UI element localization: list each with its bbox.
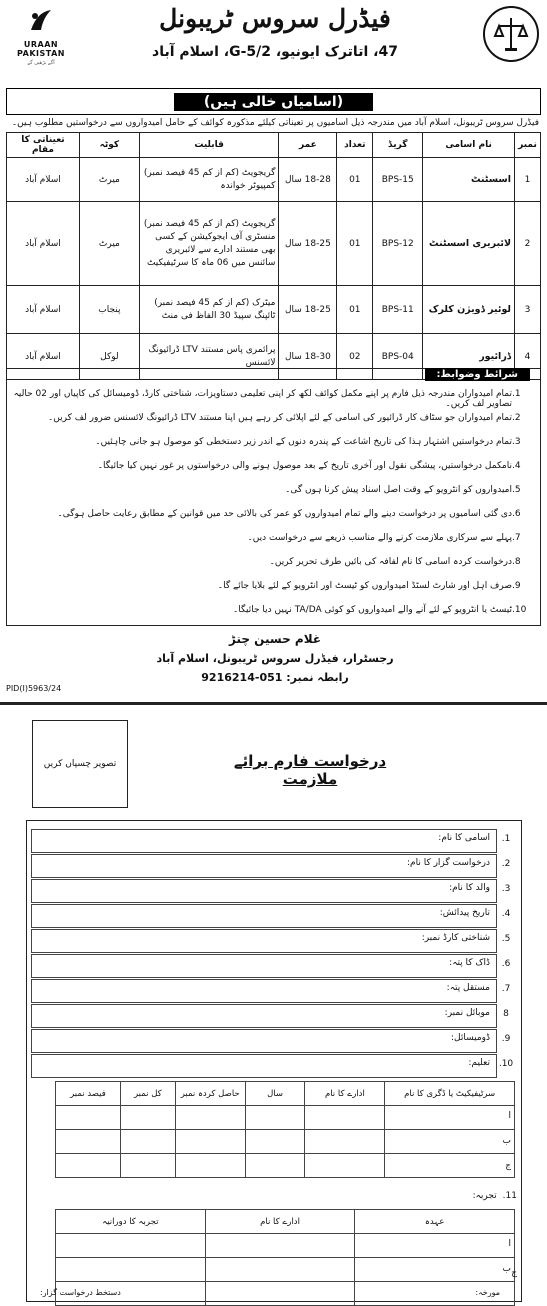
edu-header: حاصل کردہ نمبر [175, 1082, 245, 1106]
cond-number: 8. [512, 557, 521, 567]
exp-header: ادارے کا نام [205, 1210, 355, 1234]
col-header: نام اسامی [423, 133, 515, 158]
row-letter: ج [505, 1161, 511, 1171]
form-field [31, 879, 515, 903]
field-label: درخواست گزار کا نام: [31, 854, 497, 878]
cond-text: دی گئی اسامیوں پر درخواست دینے والے تمام امیدواروں کو عمر کی بالائی حد میں قوانین کے مطابق رعایت حاصل ہوگی۔ [57, 509, 512, 519]
tribunal-emblem-icon [483, 6, 539, 62]
cond-text: ٹیسٹ یا انٹرویو کے لئے آنے والے امیدواروں کو کوئی TA/DA نہیں دیا جائیگا۔ [233, 605, 512, 615]
col-header: کوٹہ [79, 133, 139, 158]
edu-cell[interactable] [120, 1154, 175, 1178]
job-age: 18-25 سال [279, 202, 337, 286]
cond-number: 1. [512, 389, 521, 399]
edu-header: فیصد نمبر [56, 1082, 121, 1106]
row-letter: ج [511, 1268, 517, 1278]
applicant-signature-label: دستخط درخواست گزار: [40, 1288, 121, 1297]
list-item [9, 557, 534, 567]
registrar-name: غلام حسین چنڑ [228, 632, 322, 646]
job-age: 18-28 سال [279, 158, 337, 202]
field-label: تعلیم: [31, 1054, 497, 1078]
job-count: 01 [337, 286, 373, 334]
edu-cell[interactable] [385, 1106, 515, 1130]
row-letter: ب [502, 1136, 511, 1146]
org-address: 47، اتاترک ایونیو، G-5/2، اسلام آباد [152, 44, 398, 60]
field-number: 8 [503, 1009, 509, 1019]
intro-text: فیڈرل سروس ٹریبونل، اسلام آباد میں مندرجہ ذیل اسامیوں پر تعیناتی کیلئے مذکورہ کوائف کے حامل امیدواروں سے درخواستیں مطلوب ہیں۔ [11, 118, 539, 128]
field-number: 6. [501, 959, 511, 969]
job-no: 4 [515, 334, 541, 380]
job-qual: گریجویٹ (کم از کم 45 فیصد نمبر) منسٹری آف ایجوکیشن کے کسی بھی مستند ادارے سے لائبریری سائنس میں 06 ماہ کا سرٹیفیکیٹ [139, 202, 279, 286]
edu-cell[interactable] [56, 1106, 121, 1130]
job-name: لائبریری اسسٹنٹ [423, 202, 515, 286]
cond-text: نامکمل درخواستیں، پیشگی نقول اور آخری تاریخ کے بعد موصول ہونے والی درخواستوں پر غور نہیں کیا جائیگا۔ [97, 461, 512, 471]
cond-number: 5. [512, 485, 521, 495]
header [0, 0, 547, 92]
edu-cell[interactable] [245, 1106, 305, 1130]
cond-text: تمام امیدواران مندرجہ ذیل فارم پر اپنے مکمل کوائف لکھ کر اپنی تعلیمی دستاویزات، شناختی کارڈ، ڈومیسائل کی کاپیاں اور 02 حالیہ تصاویر لف کریں۔ [13, 389, 512, 409]
col-header: گریڈ [373, 133, 423, 158]
job-count: 01 [337, 202, 373, 286]
edu-cell[interactable] [56, 1130, 121, 1154]
field-number: 2. [501, 859, 511, 869]
edu-cell[interactable] [385, 1154, 515, 1178]
list-item [9, 413, 534, 423]
cond-number: 10. [512, 605, 527, 615]
field-label: ڈومیسائل: [31, 1029, 497, 1053]
job-no: 3 [515, 286, 541, 334]
edu-cell[interactable] [245, 1130, 305, 1154]
exp-cell[interactable] [355, 1258, 515, 1282]
jobs-header-row [7, 133, 541, 158]
table-row [56, 1106, 515, 1130]
job-quota: میرٹ [79, 158, 139, 202]
exp-cell[interactable] [56, 1258, 206, 1282]
job-no: 2 [515, 202, 541, 286]
edu-cell[interactable] [245, 1154, 305, 1178]
exp-header: عہدہ [355, 1210, 515, 1234]
job-count: 02 [337, 334, 373, 380]
cond-number: 7. [512, 533, 521, 543]
edu-cell[interactable] [385, 1130, 515, 1154]
conditions-title: شرائط وضوابط: [425, 368, 530, 381]
table-row [56, 1154, 515, 1178]
form-field [31, 1054, 515, 1078]
job-age: 18-25 سال [279, 286, 337, 334]
job-age: 18-30 سال [279, 334, 337, 380]
application-form [26, 820, 522, 1302]
job-name: اسسٹنٹ [423, 158, 515, 202]
exp-cell[interactable] [205, 1234, 355, 1258]
uraan-pakistan-logo [6, 8, 76, 66]
job-grade: BPS-12 [373, 202, 423, 286]
field-label: موبائل نمبر: [31, 1004, 497, 1028]
cond-text: پہلے سے سرکاری ملازمت کرنے والے مناسب ذریعے سے درخواست دیں۔ [247, 533, 512, 543]
registrar-designation: رجسٹرار، فیڈرل سروس ٹریبونل، اسلام آباد [156, 652, 394, 665]
job-grade: BPS-04 [373, 334, 423, 380]
exp-header-row [56, 1210, 515, 1234]
cond-number: 6. [512, 509, 521, 519]
job-name: ڈرائیور [423, 334, 515, 380]
form-field [31, 954, 515, 978]
job-place: اسلام آباد [7, 334, 80, 380]
job-quota: لوکل [79, 334, 139, 380]
pid-number: PID(I)5963/24 [6, 684, 62, 693]
signature-block [120, 632, 430, 684]
col-header: عمر [279, 133, 337, 158]
cond-text: تمام امیدواران جو سٹاف کار ڈرائیور کی اسامی کے لئے اپلائی کر رہے ہیں اپنا مستند LTV ڈرائیونگ لائسنس ضرور لف کریں۔ [48, 413, 512, 423]
edu-header: سال [245, 1082, 305, 1106]
form-field [31, 929, 515, 953]
cond-number: 9. [512, 581, 521, 591]
form-field [31, 904, 515, 928]
jobs-table [6, 132, 541, 380]
edu-cell[interactable] [56, 1154, 121, 1178]
job-qual: پرائمری پاس مستند LTV ڈرائیونگ لائسنس [139, 334, 279, 380]
table-row [7, 202, 541, 286]
edu-cell[interactable] [120, 1130, 175, 1154]
vacancies-banner [6, 88, 541, 115]
field-label: اسامی کا نام: [31, 829, 497, 853]
job-no: 1 [515, 158, 541, 202]
job-place: اسلام آباد [7, 202, 80, 286]
form-field [31, 829, 515, 853]
job-qual: میٹرک (کم از کم 45 فیصد نمبر) ٹائپنگ سپیڈ 30 الفاظ فی منٹ [139, 286, 279, 334]
field-number: 7. [501, 984, 511, 994]
edu-header: کل نمبر [120, 1082, 175, 1106]
list-item [9, 533, 534, 543]
list-item [9, 389, 534, 409]
edu-cell[interactable] [175, 1130, 245, 1154]
field-number: 10. [498, 1059, 514, 1069]
cond-text: صرف اہل اور شارٹ لسٹڈ امیدواروں کو ٹیسٹ اور انٹرویو کے لئے بلایا جائے گا۔ [217, 581, 512, 591]
col-header: تعداد [337, 133, 373, 158]
edu-cell[interactable] [305, 1154, 385, 1178]
col-header: تعیناتی کا مقام [7, 133, 80, 158]
table-row [7, 158, 541, 202]
list-item [9, 461, 534, 471]
edu-cell[interactable] [305, 1106, 385, 1130]
edu-cell[interactable] [305, 1130, 385, 1154]
job-quota: میرٹ [79, 202, 139, 286]
list-item [9, 509, 534, 519]
field-number: 9. [501, 1034, 511, 1044]
job-place: اسلام آباد [7, 286, 80, 334]
col-header: قابلیت [139, 133, 279, 158]
exp-label: تجربہ: [472, 1191, 497, 1201]
field-label: شناختی کارڈ نمبر: [31, 929, 497, 953]
cond-number: 2. [512, 413, 521, 423]
edu-cell[interactable] [120, 1106, 175, 1130]
field-number: 5. [501, 934, 511, 944]
field-number: 1. [501, 834, 511, 844]
list-item [9, 437, 534, 447]
edu-header: ادارے کا نام [305, 1082, 385, 1106]
field-label: والد کا نام: [31, 879, 497, 903]
table-row [56, 1234, 515, 1258]
field-number: 4. [501, 909, 511, 919]
form-field [31, 1029, 515, 1053]
cond-text: درخواست کردہ اسامی کا نام لفافہ کی بائیں طرف تحریر کریں۔ [269, 557, 512, 567]
job-qual: گریجویٹ (کم از کم 45 فیصد نمبر) کمپیوٹر خواندہ [139, 158, 279, 202]
form-field [31, 979, 515, 1003]
photo-box [32, 720, 128, 808]
job-grade: BPS-15 [373, 158, 423, 202]
form-title: درخواست فارم برائے ملازمت [233, 752, 387, 788]
table-row [7, 286, 541, 334]
banner-text: (اسامیاں خالی ہیں) [174, 93, 373, 111]
edu-cell[interactable] [175, 1154, 245, 1178]
job-quota: پنجاب [79, 286, 139, 334]
list-item [9, 581, 534, 591]
form-field [31, 1004, 515, 1028]
uraan-logo-text: URAAN PAKISTAN [17, 40, 65, 58]
cond-number: 3. [512, 437, 521, 447]
col-header: نمبر [515, 133, 541, 158]
photo-label: تصویر چسپاں کریں [43, 759, 117, 769]
exp-cell[interactable] [355, 1234, 515, 1258]
job-place: اسلام آباد [7, 158, 80, 202]
list-item [9, 485, 534, 495]
edu-header-row [56, 1082, 515, 1106]
form-footer [40, 1288, 500, 1297]
edu-header: سرٹیفیکیٹ یا ڈگری کا نام [385, 1082, 515, 1106]
job-grade: BPS-11 [373, 286, 423, 334]
exp-cell[interactable] [205, 1258, 355, 1282]
education-table [55, 1081, 515, 1178]
field-number: 3. [501, 884, 511, 894]
field-label: تاریخ پیدائش: [31, 904, 497, 928]
table-row [56, 1130, 515, 1154]
job-name: لوئیر ڈویژن کلرک [423, 286, 515, 334]
contact-number: رابطہ نمبر: 051-9216214 [201, 671, 349, 684]
row-letter: ب [502, 1264, 511, 1274]
cond-text: تمام درخواستیں اشتہار ہذا کی تاریخ اشاعت کے پندرہ دنوں کے اندر زیر دستخطی کو موصول ہو جانی چاہئیں۔ [95, 437, 512, 447]
form-field [31, 854, 515, 878]
job-count: 01 [337, 158, 373, 202]
field-label: ڈاک کا پتہ: [31, 954, 497, 978]
exp-cell[interactable] [56, 1234, 206, 1258]
table-row [56, 1258, 515, 1282]
cond-number: 4. [512, 461, 521, 471]
cond-text: امیدواروں کو انٹرویو کے وقت اصل اسناد پیش کرنا ہوں گی۔ [285, 485, 512, 495]
uraan-logo-small: آگے بڑھیں گے [27, 60, 55, 66]
experience-heading [473, 1191, 517, 1201]
conditions-box [6, 368, 541, 626]
exp-header: تجربہ کا دورانیہ [56, 1210, 206, 1234]
exp-number: 11. [502, 1191, 517, 1201]
org-title: فیڈرل سروس ٹریبونل [159, 4, 391, 33]
uraan-bird-icon [6, 8, 76, 40]
list-item [9, 605, 534, 615]
row-letter: ا [508, 1239, 511, 1249]
row-letter: ا [508, 1111, 511, 1121]
section-divider [0, 702, 547, 705]
field-label: مستقل پتہ: [31, 979, 497, 1003]
date-label: مورخہ: [475, 1288, 500, 1297]
edu-cell[interactable] [175, 1106, 245, 1130]
